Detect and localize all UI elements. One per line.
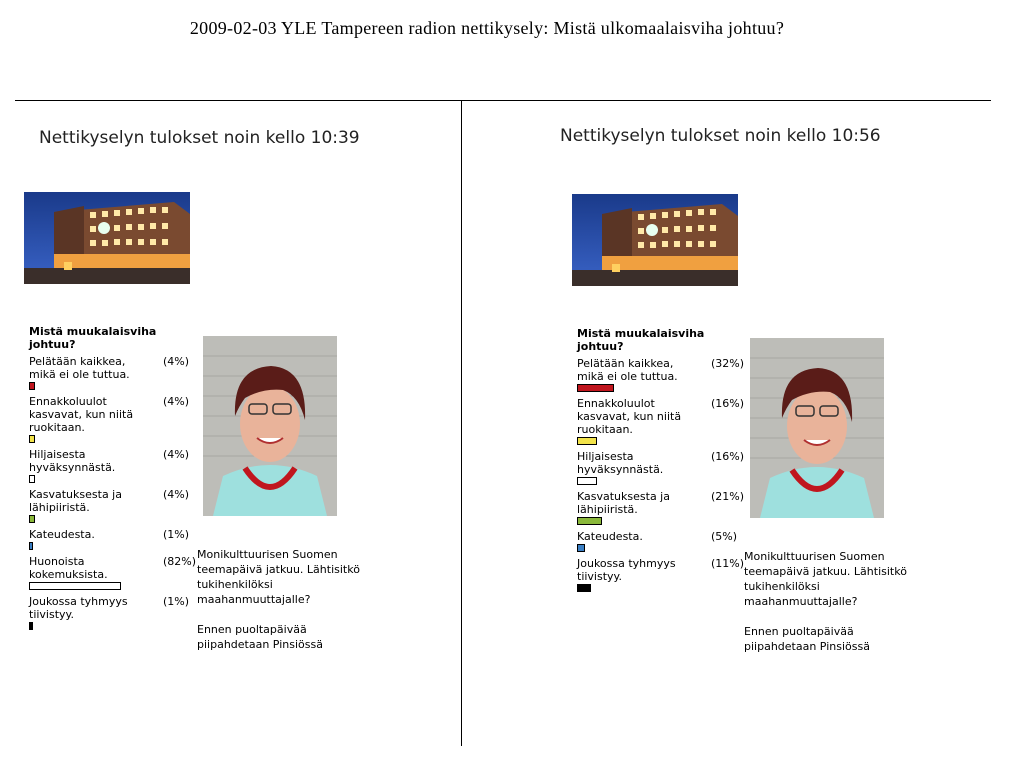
poll-bar-track bbox=[577, 384, 747, 392]
caption-text-1: Monikulttuurisen Suomen teemapäivä jatkuu. Lähtisitkö tukihenkilöksi maahanmuuttajalle? bbox=[744, 550, 907, 608]
poll-bar bbox=[29, 542, 33, 550]
poll-option bbox=[577, 490, 747, 516]
poll-bar bbox=[577, 437, 597, 445]
poll-option bbox=[577, 450, 747, 476]
poll-option-percent: (4%) bbox=[163, 488, 190, 501]
poll-option-percent: (11%) bbox=[711, 557, 745, 570]
poll-option-percent: (4%) bbox=[163, 355, 190, 368]
poll-title: Mistä muukalaisviha johtuu? bbox=[29, 325, 157, 351]
poll-option bbox=[29, 448, 199, 474]
poll-bar-track bbox=[29, 515, 199, 523]
poll-bar-track bbox=[29, 435, 199, 443]
poll-option-label: Kateudesta. bbox=[29, 528, 95, 541]
poll-option-percent: (1%) bbox=[163, 595, 190, 608]
poll-bar-track bbox=[29, 542, 199, 550]
poll-option-label: Hiljaisesta hyväksynnästä. bbox=[29, 448, 116, 474]
poll-option-percent: (5%) bbox=[711, 530, 738, 543]
vertical-divider bbox=[461, 101, 462, 746]
poll-option-percent: (1%) bbox=[163, 528, 190, 541]
poll-bar bbox=[577, 384, 614, 392]
page-title: 2009-02-03 YLE Tampereen radion nettikysely: Mistä ulkomaalaisviha johtuu? bbox=[189, 18, 785, 38]
poll-option bbox=[29, 528, 199, 541]
building-photo bbox=[24, 192, 190, 284]
right-heading: Nettikyselyn tulokset noin kello 10:56 bbox=[560, 126, 881, 146]
poll-option-label: Hiljaisesta hyväksynnästä. bbox=[577, 450, 664, 476]
poll-option-percent: (4%) bbox=[163, 395, 190, 408]
poll-option-label: Pelätään kaikkea, mikä ei ole tuttua. bbox=[577, 357, 678, 383]
poll-bar bbox=[29, 582, 121, 590]
poll-bar bbox=[29, 475, 35, 483]
poll-title: Mistä muukalaisviha johtuu? bbox=[577, 327, 705, 353]
poll-bar-track bbox=[29, 382, 199, 390]
poll-bar-track bbox=[577, 517, 747, 525]
poll-option bbox=[577, 557, 747, 583]
poll-option bbox=[29, 355, 199, 381]
poll-bar-track bbox=[577, 584, 747, 592]
poll-bar bbox=[577, 584, 591, 592]
poll-bar bbox=[577, 517, 602, 525]
poll-bar-track bbox=[577, 544, 747, 552]
horizontal-divider bbox=[15, 100, 991, 101]
poll-bar bbox=[29, 515, 35, 523]
poll-bar-track bbox=[577, 437, 747, 445]
poll-option bbox=[577, 397, 747, 436]
caption-right bbox=[744, 549, 914, 669]
poll-option bbox=[29, 488, 199, 514]
poll-option-percent: (16%) bbox=[711, 450, 745, 463]
caption-left bbox=[197, 547, 367, 667]
building-photo bbox=[572, 194, 738, 286]
poll-option bbox=[577, 357, 747, 383]
poll-option-label: Kasvatuksesta ja lähipiiristä. bbox=[29, 488, 122, 514]
poll-option bbox=[577, 530, 747, 543]
poll-left bbox=[29, 325, 199, 635]
poll-option-percent: (82%) bbox=[163, 555, 197, 568]
poll-bar-track bbox=[29, 622, 199, 630]
poll-option-percent: (16%) bbox=[711, 397, 745, 410]
poll-bar-track bbox=[577, 477, 747, 485]
poll-option bbox=[29, 395, 199, 434]
poll-bar bbox=[29, 435, 35, 443]
woman-portrait bbox=[203, 336, 337, 516]
poll-option-percent: (32%) bbox=[711, 357, 745, 370]
caption-text-1: Monikulttuurisen Suomen teemapäivä jatkuu. Lähtisitkö tukihenkilöksi maahanmuuttajalle? bbox=[197, 548, 360, 606]
poll-option-label: Huonoista kokemuksista. bbox=[29, 555, 108, 581]
poll-bar bbox=[29, 622, 33, 630]
poll-option-percent: (21%) bbox=[711, 490, 745, 503]
poll-bar bbox=[29, 382, 35, 390]
woman-portrait bbox=[750, 338, 884, 518]
poll-option bbox=[29, 555, 199, 581]
caption-text-2: Ennen puoltapäivää piipahdetaan Pinsiössä bbox=[197, 623, 323, 651]
poll-option bbox=[29, 595, 199, 621]
poll-option-label: Ennakkoluulot kasvavat, kun niitä ruokitaan. bbox=[577, 397, 682, 436]
poll-bar bbox=[577, 544, 585, 552]
poll-option-percent: (4%) bbox=[163, 448, 190, 461]
poll-bar-track bbox=[29, 582, 199, 590]
caption-text-2: Ennen puoltapäivää piipahdetaan Pinsiössä bbox=[744, 625, 870, 653]
poll-right bbox=[577, 327, 747, 597]
poll-option-label: Joukossa tyhmyys tiivistyy. bbox=[29, 595, 128, 621]
poll-option-label: Ennakkoluulot kasvavat, kun niitä ruokitaan. bbox=[29, 395, 134, 434]
poll-option-label: Kateudesta. bbox=[577, 530, 643, 543]
poll-option-label: Kasvatuksesta ja lähipiiristä. bbox=[577, 490, 670, 516]
poll-option-label: Pelätään kaikkea, mikä ei ole tuttua. bbox=[29, 355, 130, 381]
poll-option-label: Joukossa tyhmyys tiivistyy. bbox=[577, 557, 676, 583]
left-heading: Nettikyselyn tulokset noin kello 10:39 bbox=[39, 128, 360, 148]
poll-bar-track bbox=[29, 475, 199, 483]
poll-bar bbox=[577, 477, 597, 485]
